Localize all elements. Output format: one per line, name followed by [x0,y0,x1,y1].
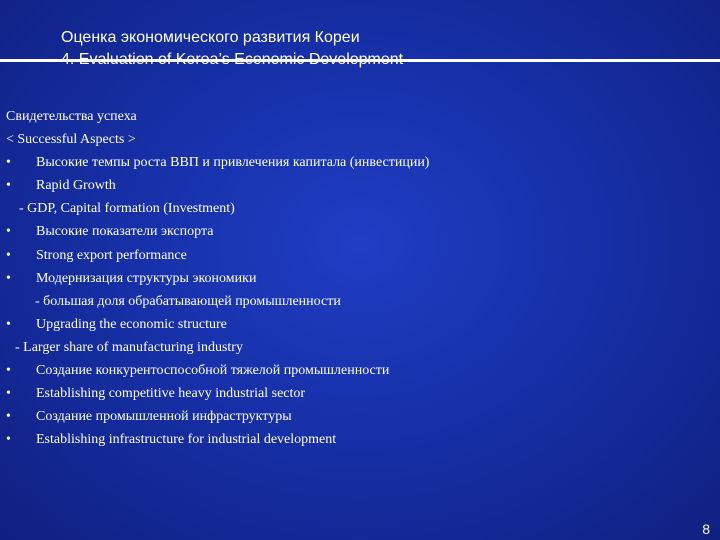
bullet-text: Высокие темпы роста ВВП и привлечения капитала (инвестиции) [36,155,430,171]
bullet-text: Модернизация структуры экономики [36,270,257,286]
bullet-icon: • [6,409,11,425]
sub-item-text: - большая доля обрабатывающей промышленности [35,293,341,309]
bullet-item [6,405,429,428]
bullet-item [6,359,429,382]
bullet-text: Strong export performance [36,247,187,263]
bullet-text: Создание конкурентоспособной тяжелой промышленности [36,363,390,379]
bullet-item [6,267,429,290]
bullet-item [6,382,429,405]
bullet-icon: • [6,155,11,171]
bullet-text: Rapid Growth [36,178,116,194]
bullet-icon: • [6,432,11,448]
slide-title-russian: Оценка экономического развития Кореи [61,29,360,46]
bullet-text: Создание промышленной инфраструктуры [36,409,292,425]
bullet-icon: • [6,270,11,286]
sub-item [6,290,429,313]
bullet-icon: • [6,386,11,402]
title-divider [0,59,720,62]
bullet-text: Высокие показатели экспорта [36,224,214,240]
sub-item-text: - Larger share of manufacturing industry [15,339,243,355]
bullet-text: Upgrading the economic structure [36,316,227,332]
bullet-item [6,313,429,336]
slide-content [6,105,429,451]
bullet-text: Establishing infrastructure for industrial development [36,432,337,448]
bullet-icon: • [6,224,11,240]
bullet-text: Establishing competitive heavy industrial sector [36,386,306,402]
sub-item [6,336,429,359]
bullet-item [6,151,429,174]
heading-english: < Successful Aspects > [6,132,136,148]
bullet-item [6,220,429,243]
sub-item-text: - GDP, Capital formation (Investment) [19,201,235,217]
slide-title [61,27,403,71]
bullet-icon: • [6,247,11,263]
bullet-item [6,428,429,451]
bullet-icon: • [6,178,11,194]
bullet-icon: • [6,363,11,379]
bullet-item [6,244,429,267]
bullet-icon: • [6,316,11,332]
bullet-item [6,174,429,197]
sub-item [6,197,429,220]
page-number: 8 [702,521,710,537]
heading-russian: Свидетельства успеха [6,109,137,124]
